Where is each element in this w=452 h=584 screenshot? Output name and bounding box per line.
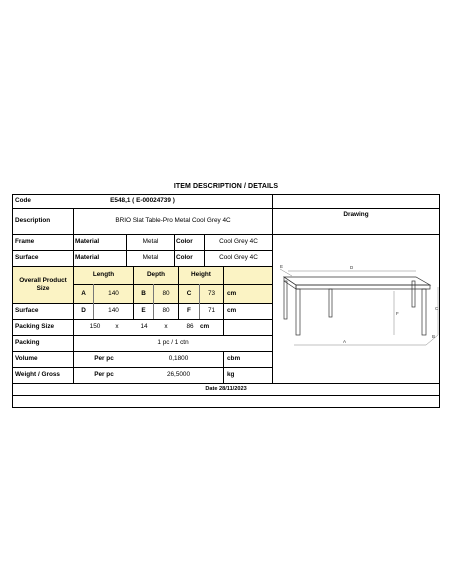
drawing-label: Drawing [343,210,369,218]
code-value: E548,1 ( E-00024739 ) [110,197,175,205]
dim-label-e: E [280,264,284,269]
volume-value: 0,1800 [168,355,189,363]
surface-material-value: Metal [142,254,159,262]
dim-e-letter: E [141,307,146,315]
rule [223,319,224,335]
rule [223,351,224,383]
description-label: Description [15,217,51,225]
packing-size-x1: x [115,323,119,331]
dim-label-a: A [343,339,347,344]
item-details-sheet [12,194,440,408]
packing-size-height: 86 [186,323,194,331]
dim-b-letter: B [134,285,153,303]
dim-line-e [280,269,292,276]
surface-material-label: Material [75,254,100,262]
length-header: Length [74,267,133,284]
dim-a-value: 140 [94,285,133,303]
dim-f-value: 71 [207,307,216,315]
footer-date: Date 28/11/2023 [205,385,247,392]
packing-size-unit: cm [200,323,210,331]
dim-label-c: C [435,306,439,311]
weight-per: Per pc [94,371,114,379]
tabletop-front-edge [296,285,430,289]
overall-size-label-line1: Overall Product [19,276,67,284]
leg-back-mid [329,289,332,317]
dim-c-letter: C [179,285,199,303]
leg-front-right [422,289,426,335]
overall-blank [224,267,272,284]
volume-label: Volume [15,355,38,363]
volume-per: Per pc [94,355,114,363]
dim-f-letter: F [187,307,191,315]
dim-e-value: 80 [162,307,170,315]
packing-size-length: 150 [89,323,101,331]
description-value: BRIO Slat Table-Pro Metal Cool Grey 4C [115,217,231,225]
surface-size-label: Surface [15,307,39,315]
dim-d-letter: D [81,307,86,315]
weight-value: 26,5000 [166,371,191,379]
rule [174,234,175,266]
table-drawing [272,235,440,365]
dim-c-value: 73 [200,285,223,303]
weight-label: Weight / Gross [15,371,60,379]
rule [13,395,439,396]
dim-label-b: B [432,334,436,339]
dim-label-f: F [396,311,399,316]
overall-size-label [13,267,73,303]
overall-size-label-line2: Size [36,285,50,292]
frame-material-label: Material [75,238,100,246]
tabletop-top [284,277,430,285]
surface-label: Surface [15,254,39,262]
volume-unit: cbm [227,355,241,363]
leg-back-left [284,281,287,319]
frame-label: Frame [15,238,35,246]
dim-d-value: 140 [108,307,119,315]
packing-size-label: Packing Size [15,323,55,331]
packing-size-x2: x [164,323,168,331]
frame-color-value: Cool Grey 4C [219,238,258,246]
surface-color-value: Cool Grey 4C [219,254,258,262]
dim-a-letter: A [74,285,93,303]
dim-label-d: D [350,265,354,270]
code-label: Code [15,197,31,205]
leg-front-left [296,289,300,335]
overall-unit: cm [224,285,272,303]
surface-color-label: Color [176,254,193,262]
tabletop-side-edge [284,277,296,289]
packing-value: 1 pc / 1 ctn [157,339,189,347]
depth-header: Depth [134,267,178,284]
packing-label: Packing [15,339,40,347]
packing-size-width: 14 [140,323,148,331]
height-header: Height [179,267,223,284]
frame-color-label: Color [176,238,193,246]
dim-b-value: 80 [154,285,178,303]
surface-size-unit: cm [227,307,237,315]
frame-material-value: Metal [142,238,159,246]
page-title: ITEM DESCRIPTION / DETAILS [173,183,279,190]
weight-unit: kg [227,371,235,379]
